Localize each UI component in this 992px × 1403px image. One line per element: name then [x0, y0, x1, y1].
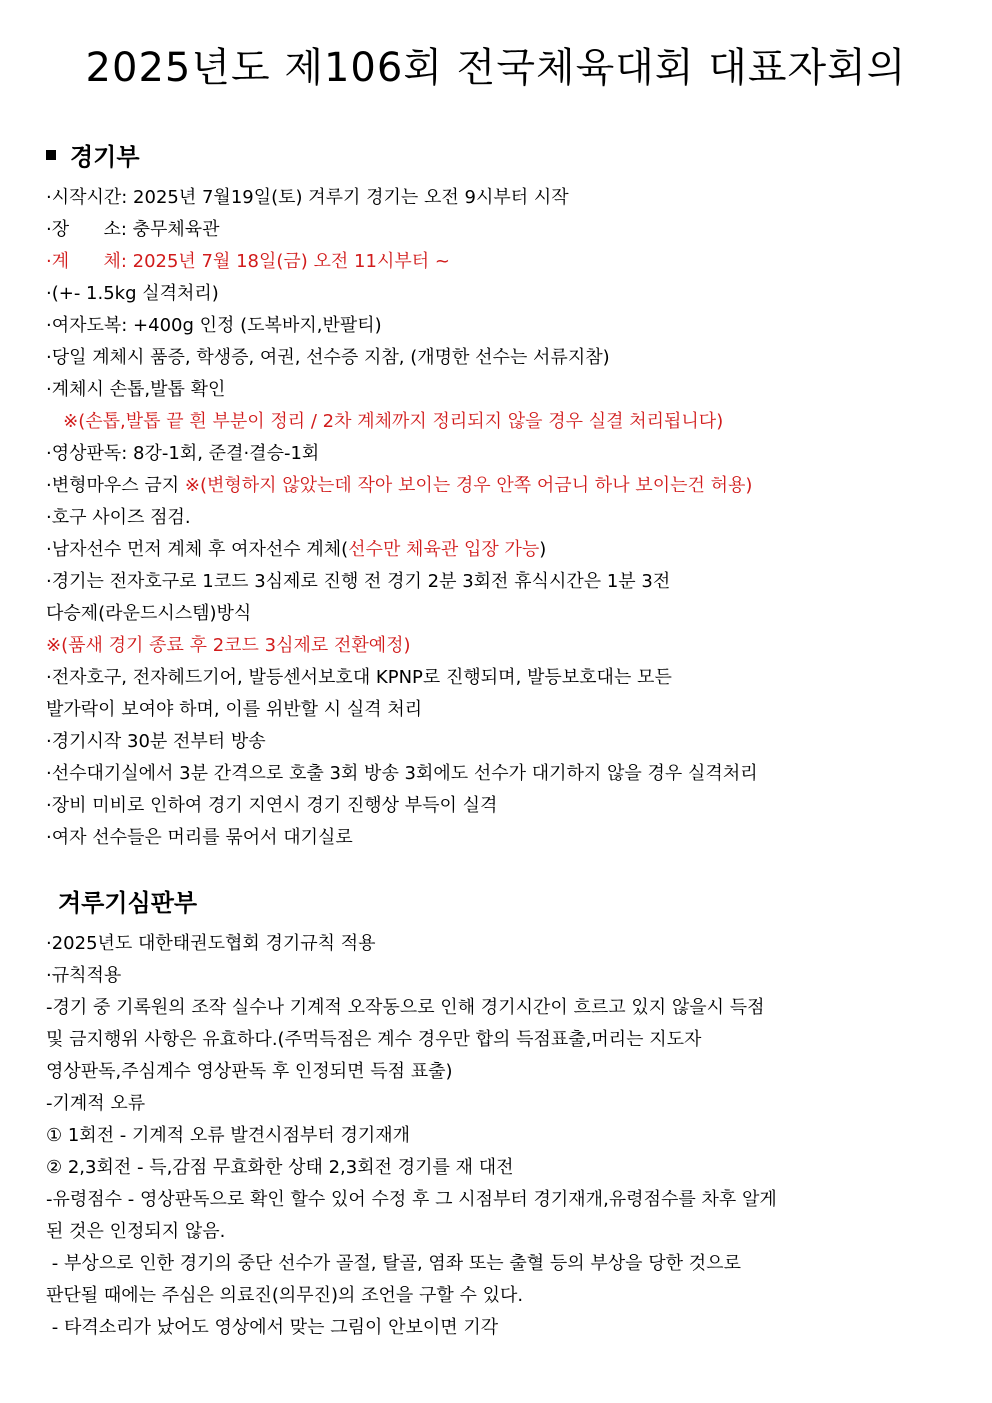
section-heading-label: 경기부	[70, 143, 140, 171]
line-text: ·남자선수 먼저 계체 후 여자선수 계체(	[46, 539, 349, 560]
page-title: 2025년도 제106회 전국체육대회 대표자회의	[85, 45, 907, 91]
text-line	[46, 406, 946, 438]
line-text: ·계체시 손톱,발톱 확인	[46, 379, 226, 400]
text-line	[46, 182, 946, 214]
text-line	[46, 992, 946, 1024]
text-line	[46, 960, 946, 992]
line-text: ·2025년도 대한태권도협회 경기규칙 적용	[46, 933, 376, 954]
text-line	[46, 1024, 946, 1056]
text-line	[46, 310, 946, 342]
section-heading-referee	[58, 888, 197, 918]
line-text: ·규칙적용	[46, 965, 122, 986]
text-line	[46, 534, 946, 566]
text-line	[46, 598, 946, 630]
text-line	[46, 1120, 946, 1152]
line-text: ·호구 사이즈 점검.	[46, 507, 191, 528]
text-line	[46, 1280, 946, 1312]
line-text: ② 2,3회전 - 득,감점 무효화한 상태 2,3회전 경기를 재 대전	[46, 1157, 514, 1178]
referee-section-lines	[46, 928, 946, 1344]
highlighted-text: ·계 체: 2025년 7월 18일(금) 오전 11시부터 ~	[46, 251, 450, 272]
line-text: ·장비 미비로 인하여 경기 지연시 경기 진행상 부득이 실격	[46, 795, 498, 816]
line-text: -기계적 오류	[46, 1093, 146, 1114]
text-line	[46, 662, 946, 694]
text-line	[46, 214, 946, 246]
text-line	[46, 928, 946, 960]
line-text: 영상판독,주심계수 영상판독 후 인정되면 득점 표출)	[46, 1061, 453, 1082]
text-line	[46, 342, 946, 374]
line-text: ·여자 선수들은 머리를 묶어서 대기실로	[46, 827, 353, 848]
line-text: 발가락이 보여야 하며, 이를 위반할 시 실격 처리	[46, 699, 423, 720]
text-line	[46, 630, 946, 662]
text-line	[46, 438, 946, 470]
text-line	[46, 822, 946, 854]
text-line	[46, 694, 946, 726]
section-heading-label: 겨루기심판부	[58, 889, 198, 917]
text-line	[46, 1216, 946, 1248]
line-text: -유령점수 - 영상판독으로 확인 할수 있어 수정 후 그 시점부터 경기재개,유령점수를 차후 알게	[46, 1189, 777, 1210]
text-line	[46, 758, 946, 790]
line-text: 및 금지행위 사항은 유효하다.(주먹득점은 계수 경우만 합의 득점표출,머리는 지도자	[46, 1029, 702, 1050]
line-text: ·(+- 1.5kg 실격처리)	[46, 283, 219, 304]
line-text: - 타격소리가 났어도 영상에서 맞는 그림이 안보이면 기각	[46, 1317, 499, 1338]
highlighted-text: ※(변형하지 않았는데 작아 보이는 경우 안쪽 어금니 하나 보이는건 허용)	[184, 475, 753, 496]
text-line	[46, 790, 946, 822]
line-text: ·영상판독: 8강-1회, 준결·결승-1회	[46, 443, 320, 464]
competition-section-lines	[46, 182, 946, 854]
line-text: ·선수대기실에서 3분 간격으로 호출 3회 방송 3회에도 선수가 대기하지 않을 경우 실격처리	[46, 763, 758, 784]
line-text	[46, 411, 63, 432]
text-line	[46, 246, 946, 278]
line-text: ·장 소: 충무체육관	[46, 219, 220, 240]
highlighted-text: ※(손톱,발톱 끝 흰 부분이 정리 / 2차 계체까지 정리되지 않을 경우 실결 처리됩니다)	[63, 411, 724, 432]
line-text: ·경기시작 30분 전부터 방송	[46, 731, 266, 752]
line-text: -경기 중 기록원의 조작 실수나 기계적 오작동으로 인해 경기시간이 흐르고 있지 않을시 득점	[46, 997, 765, 1018]
text-line	[46, 1184, 946, 1216]
text-line	[46, 726, 946, 758]
text-line	[46, 470, 946, 502]
text-line	[46, 1056, 946, 1088]
text-line	[46, 374, 946, 406]
line-text-after: )	[539, 539, 547, 560]
line-text: ·경기는 전자호구로 1코드 3심제로 진행 전 경기 2분 3회전 휴식시간은 1분 3전	[46, 571, 671, 592]
square-bullet-icon	[46, 150, 56, 160]
section-heading-competition	[46, 142, 140, 172]
text-line	[46, 1248, 946, 1280]
highlighted-text: ※(품새 경기 종료 후 2코드 3심제로 전환예정)	[46, 635, 411, 656]
text-line	[46, 1088, 946, 1120]
line-text: ·변형마우스 금지	[46, 475, 185, 496]
line-text: ·당일 계체시 품증, 학생증, 여권, 선수증 지참, (개명한 선수는 서류지참)	[46, 347, 610, 368]
line-text: 된 것은 인정되지 않음.	[46, 1221, 226, 1242]
highlighted-text: 선수만 체육관 입장 가능	[348, 539, 540, 560]
text-line	[46, 502, 946, 534]
line-text: 판단될 때에는 주심은 의료진(의무진)의 조언을 구할 수 있다.	[46, 1285, 524, 1306]
text-line	[46, 1152, 946, 1184]
line-text: ·여자도복: +400g 인정 (도복바지,반팔티)	[46, 315, 382, 336]
line-text: - 부상으로 인한 경기의 중단 선수가 골절, 탈골, 염좌 또는 출혈 등의 부상을 당한 것으로	[46, 1253, 741, 1274]
line-text: 다승제(라운드시스템)방식	[46, 603, 252, 624]
line-text: ·전자호구, 전자헤드기어, 발등센서보호대 KPNP로 진행되며, 발등보호대는 모든	[46, 667, 672, 688]
text-line	[46, 278, 946, 310]
text-line	[46, 566, 946, 598]
text-line	[46, 1312, 946, 1344]
line-text: ① 1회전 - 기계적 오류 발견시점부터 경기재개	[46, 1125, 411, 1146]
line-text: ·시작시간: 2025년 7월19일(토) 겨루기 경기는 오전 9시부터 시작	[46, 187, 569, 208]
